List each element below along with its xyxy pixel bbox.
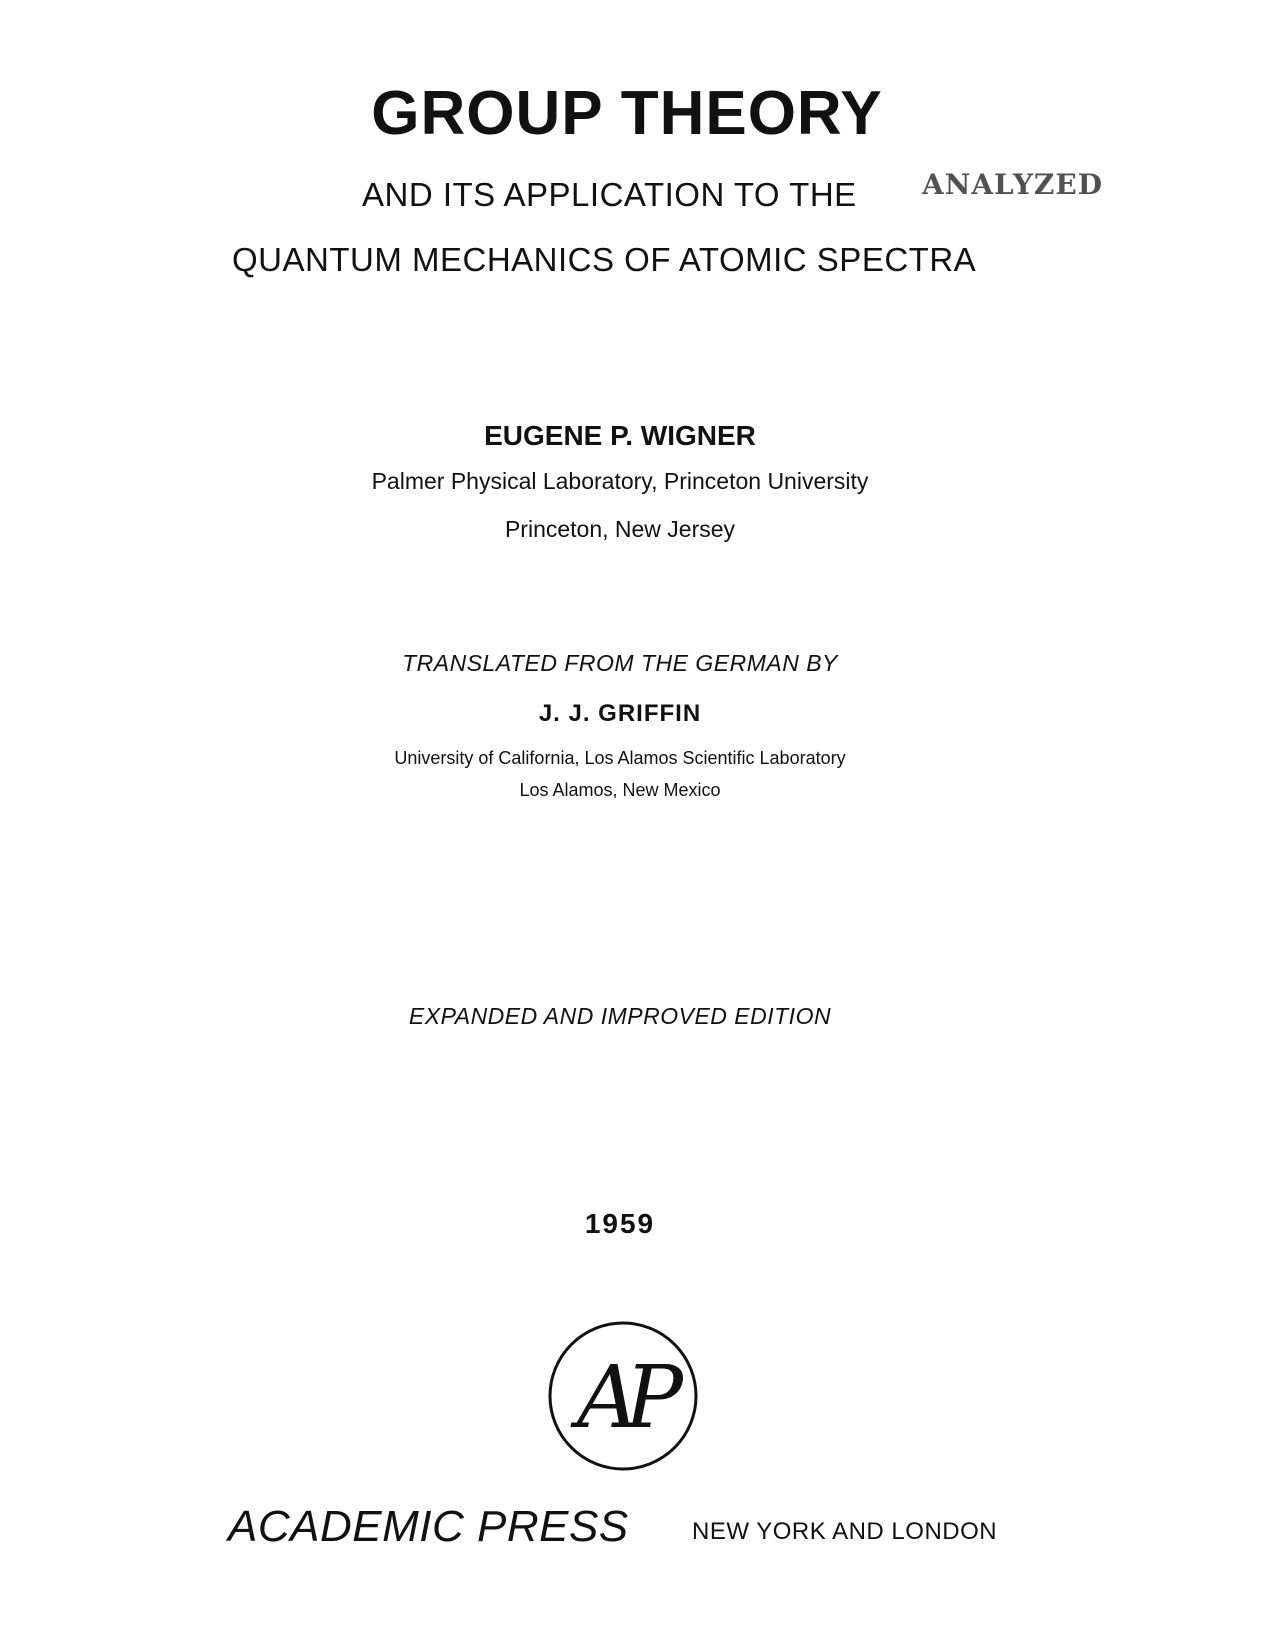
book-title: GROUP THEORY [371, 79, 883, 148]
author-affiliation: Palmer Physical Laboratory, Princeton University [371, 468, 869, 494]
subtitle-line-1: AND ITS APPLICATION TO THE [362, 176, 857, 213]
publisher-name: ACADEMIC PRESS [228, 1502, 629, 1551]
translator-name: J. J. GRIFFIN [538, 700, 702, 727]
translator-location: Los Alamos, New Mexico [519, 780, 721, 800]
author-name: EUGENE P. WIGNER [484, 420, 756, 451]
translator-affiliation: University of California, Los Alamos Scientific Laboratory [394, 748, 846, 768]
edition-note: EXPANDED AND IMPROVED EDITION [408, 1003, 832, 1029]
publisher-logo-icon [546, 1319, 700, 1473]
publisher-logo-text: AP [577, 1348, 669, 1448]
author-location: Princeton, New Jersey [504, 516, 736, 542]
analyzed-stamp: ANALYZED [922, 168, 1103, 201]
translation-note: TRANSLATED FROM THE GERMAN BY [402, 650, 838, 676]
publisher-place: NEW YORK AND LONDON [692, 1518, 998, 1545]
publication-year: 1959 [584, 1208, 656, 1239]
subtitle-line-2: QUANTUM MECHANICS OF ATOMIC SPECTRA [232, 241, 977, 278]
